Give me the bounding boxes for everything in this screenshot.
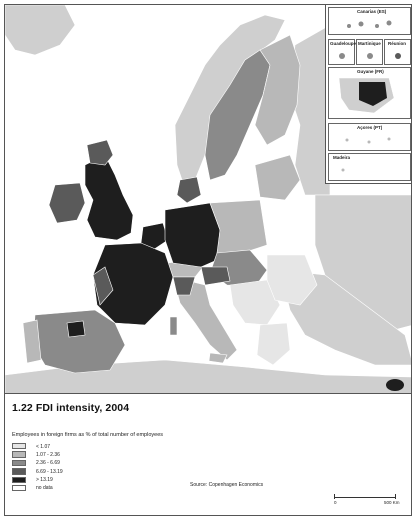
inset-label-acores: Açores (PT) [357,125,383,130]
region-sardinia [170,317,177,335]
inset-panel [325,4,412,184]
legend-label: < 1.07 [36,443,51,450]
legend-swatch [12,451,26,457]
inset-label-madeira: Madeira [333,155,351,160]
scale-tick-end [395,494,396,499]
scale-tick-start [334,494,335,499]
legend-label: 2.36 - 6.69 [36,460,60,467]
region-germany [165,203,220,267]
region-cyprus [386,379,404,391]
source-note: Source: Copenhagen Economics [190,482,264,488]
inset-martinique [356,39,383,65]
legend-label: 1.07 - 2.36 [36,451,60,458]
legend-swatch [12,468,26,474]
inset-label-canarias: Canarias (ES) [357,9,387,14]
inset-reunion [384,39,411,65]
legend-heading: Employees in foreign firms as % of total number of employees [12,432,164,438]
legend-swatch [12,477,26,483]
inset-guadeloupe [328,39,355,65]
inset-madeira [328,153,411,181]
map-title: 1.22 FDI intensity, 2004 [12,402,130,414]
scale-label-end: 500 Km [384,500,400,505]
scale-label-start: 0 [334,500,337,505]
legend-swatch [12,460,26,466]
inset-guyane [328,67,411,119]
legend-label: > 13.19 [36,477,53,484]
inset-canarias-svg [329,8,412,36]
legend-label: no data [36,485,53,492]
legend-swatch [12,443,26,449]
inset-label-guyane: Guyane (FR) [357,69,384,74]
legend-swatch [12,485,26,491]
region-madrid [67,321,85,337]
inset-label-guadeloupe: Guadeloupe [330,41,357,46]
legend-label: 6.69 - 13.19 [36,468,63,475]
inset-acores [328,123,411,151]
scale-bar [334,494,400,510]
inset-label-martinique: Martinique [358,41,381,46]
inset-canarias [328,7,411,35]
inset-label-reunion: Réunion [388,41,406,46]
